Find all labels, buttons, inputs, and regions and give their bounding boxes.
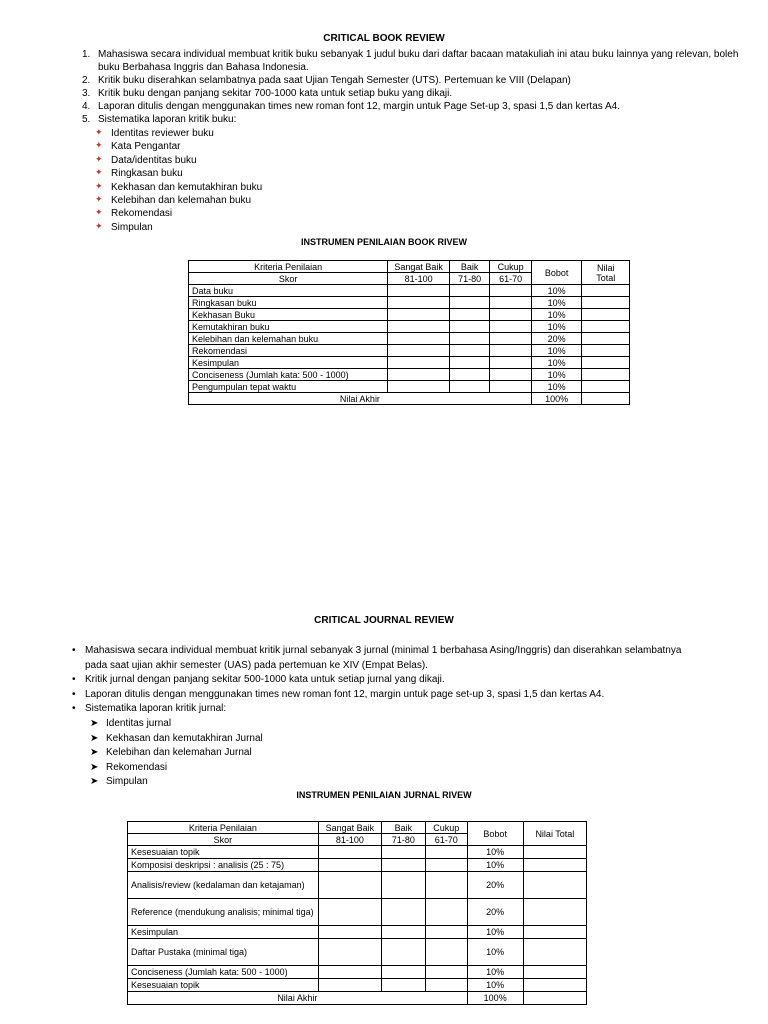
pin-bullet-icon: ✦ <box>95 153 103 164</box>
table-row: Ringkasan buku 10% <box>189 297 630 309</box>
header-kriteria: Kriteria Penilaian <box>189 261 388 273</box>
list-item: ➤ Kekhasan dan kemutakhiran Jurnal <box>90 732 263 747</box>
bullet-icon: • <box>72 674 76 685</box>
table-row-final: Nilai Akhir 100% <box>128 992 587 1005</box>
list-item: ➤ Simpulan <box>90 775 263 790</box>
arrow-bullet-icon: ➤ <box>90 761 99 773</box>
list-item: 1. Mahasiswa secara individual membuat kritik buku sebanyak 1 judul buku dari daftar bacaan matakuliah ini atau buku lainnya yang relevan, boleh buku Berbahasa Inggris dan Bahasa Indonesia. <box>82 49 739 73</box>
table-row: Daftar Pustaka (minimal tiga) 10% <box>128 939 587 966</box>
table-row: Kesesuaian topik 10% <box>128 846 587 859</box>
table-row: Conciseness (Jumlah kata: 500 - 1000) 10% <box>189 369 630 381</box>
table-row: Kekhasan Buku 10% <box>189 309 630 321</box>
pin-bullet-icon: ✦ <box>95 180 103 191</box>
header-sangat-baik: Sangat Baik <box>318 822 381 834</box>
header-skor: Skor <box>128 834 319 846</box>
table-row: Reference (mendukung analisis; minimal tiga) 20% <box>128 899 587 926</box>
bullet-icon: • <box>72 645 76 656</box>
list-item: • Laporan ditulis dengan menggunakan times new roman font 12, margin untuk page set-up 3, spasi 1,5 dan kertas A4. <box>72 688 692 703</box>
list-item: ➤ Kelebihan dan kelemahan Jurnal <box>90 746 263 761</box>
list-item: ✦ Ringkasan buku <box>95 167 183 180</box>
list-item: ✦ Kekhasan dan kemutakhiran buku <box>95 180 263 193</box>
range-baik: 71-80 <box>449 273 489 285</box>
book-systematics-list <box>95 127 262 234</box>
journal-review-list <box>72 644 692 717</box>
header-kriteria: Kriteria Penilaian <box>128 822 319 834</box>
table-row: Kesesuaian topik 10% <box>128 979 587 992</box>
journal-rubric-table <box>127 821 587 1005</box>
bullet-icon: • <box>72 688 76 700</box>
list-item: ✦ Kelebihan dan kelemahan buku <box>95 194 252 207</box>
book-rubric-table <box>188 260 630 405</box>
range-baik: 71-80 <box>381 834 425 846</box>
list-item: ✦ Simpulan <box>95 220 153 233</box>
book-review-list <box>82 48 742 126</box>
pin-bullet-icon: ✦ <box>95 207 103 218</box>
table-row: Pengumpulan tepat waktu 10% <box>189 381 630 393</box>
header-nilai-total: Nilai Total <box>582 261 630 285</box>
arrow-bullet-icon: ➤ <box>90 776 99 787</box>
table-row: Rekomendasi 10% <box>189 345 630 357</box>
list-item: ✦ Kata Pengantar <box>95 140 181 153</box>
table-row: Conciseness (Jumlah kata: 500 - 1000) 10% <box>128 966 587 979</box>
table-row-final: Nilai Akhir 100% <box>189 393 630 405</box>
header-cukup: Cukup <box>425 822 467 834</box>
list-item: • Mahasiswa secara individual membuat kritik jurnal sebanyak 3 jurnal (minimal 1 berbahasa Asing/Inggris) dan diserahkan selambatnya pada saat ujian akhir semester (UAS) pada pertemuan ke XIV (Empat Belas). <box>72 645 682 671</box>
header-nilai-total: Nilai Total <box>523 822 586 846</box>
list-item: ✦ Data/identitas buku <box>95 153 197 166</box>
list-item: 4. Laporan ditulis dengan menggunakan times new roman font 12, margin untuk Page Set-up 3, spasi 1,5 dan kertas A4. <box>82 101 620 112</box>
table-row: Kelebihan dan kelemahan buku 20% <box>189 333 630 345</box>
table-row: Kesimpulan 10% <box>189 357 630 369</box>
list-item: 2. Kritik buku diserahkan selambatnya pada saat Ujian Tengah Semester (UTS). Pertemuan ke VIII (Delapan) <box>82 75 571 86</box>
header-skor: Skor <box>189 273 388 285</box>
range-cukup: 61-70 <box>425 834 467 846</box>
list-item: • Kritik jurnal dengan panjang sekitar 500-1000 kata untuk setiap jurnal yang dikaji. <box>72 673 692 688</box>
header-bobot: Bobot <box>531 261 582 285</box>
header-baik: Baik <box>381 822 425 834</box>
journal-review-title: CRITICAL JOURNAL REVIEW <box>314 615 454 626</box>
header-bobot: Bobot <box>467 822 523 846</box>
arrow-bullet-icon: ➤ <box>90 732 99 744</box>
pin-bullet-icon: ✦ <box>95 220 103 231</box>
list-item: ➤ Rekomendasi <box>90 761 263 776</box>
bullet-icon: • <box>72 703 76 714</box>
header-sangat-baik: Sangat Baik <box>388 261 450 273</box>
range-cukup: 61-70 <box>490 273 531 285</box>
table-row: Analisis/review (kedalaman dan ketajaman) 20% <box>128 872 587 899</box>
list-item: ✦ Identitas reviewer buku <box>95 127 214 139</box>
pin-bullet-icon: ✦ <box>95 127 103 137</box>
table-row: Komposisi deskripsi : analisis (25 : 75) 10% <box>128 859 587 872</box>
journal-systematics-list <box>90 717 263 790</box>
list-item: 3. Kritik buku dengan panjang sekitar 700-1000 kata untuk setiap buku yang dikaji. <box>82 88 453 99</box>
list-item: 5. Sistematika laporan kritik buku: <box>82 114 237 125</box>
arrow-bullet-icon: ➤ <box>90 747 99 758</box>
list-item: • Sistematika laporan kritik jurnal: <box>72 702 692 717</box>
list-item: ✦ Rekomendasi <box>95 207 173 220</box>
table-row: Kemutakhiran buku 10% <box>189 321 630 333</box>
journal-instrument-title: INSTRUMEN PENILAIAN JURNAL RIVEW <box>296 790 472 800</box>
header-cukup: Cukup <box>490 261 531 273</box>
range-sangat-baik: 81-100 <box>388 273 450 285</box>
range-sangat-baik: 81-100 <box>318 834 381 846</box>
book-instrument-title: INSTRUMEN PENILAIAN BOOK RIVEW <box>300 237 467 247</box>
pin-bullet-icon: ✦ <box>95 167 103 178</box>
header-baik: Baik <box>449 261 489 273</box>
pin-bullet-icon: ✦ <box>95 194 103 205</box>
table-row: Data buku 10% <box>189 285 630 297</box>
table-row: Kesimpulan 10% <box>128 926 587 939</box>
pin-bullet-icon: ✦ <box>95 140 103 151</box>
book-review-title: CRITICAL BOOK REVIEW <box>323 33 445 44</box>
list-item: ➤ Identitas jurnal <box>90 717 263 732</box>
arrow-bullet-icon: ➤ <box>90 718 99 729</box>
